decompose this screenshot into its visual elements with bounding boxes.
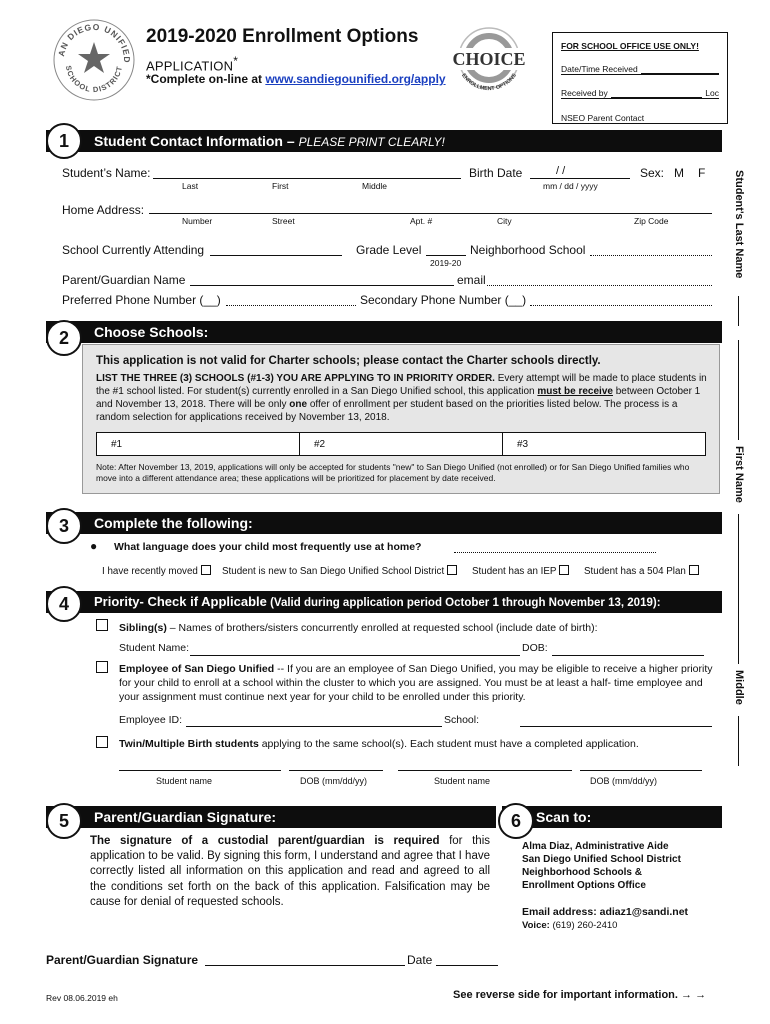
section5-number: 5 [46,803,82,839]
side-label-last-name: Student's Last Name [733,170,745,279]
office-use-box [552,32,728,124]
name-first-caption: First [272,181,289,191]
birth-date-slashes: / / [556,165,566,177]
charter-warning: This application is not valid for Charter schools; please contact the Charter schools directly. [96,355,601,367]
contact-email[interactable]: Email address: adiaz1@sandi.net [522,906,689,918]
district-seal-logo [52,18,136,102]
side-line-3 [738,514,739,664]
secondary-phone-label: Secondary Phone Number (__) [360,293,527,307]
twin-text: Twin/Multiple Birth students applying to the same school(s). Each student must have a completed application. [119,738,639,750]
preferred-phone-field[interactable] [226,305,356,306]
grade-level-field[interactable] [426,255,466,256]
choose-schools-instructions: This application is not valid for Charter schools; please contact the Charter schools directly. LIST THE THREE (3) SCHOOLS (#1-3) YOU ARE APPLYING TO IN PRIORITY ORDER. Every attempt will be made to place students in the #1 school listed. For student(s) currently enrolled in a San Diego Unified school, this application must be receive between October 1 and November 13, 2018. There will be only one offer of enrollment per student based on the priorities listed below. The process is a random selection for applications received by November 13, 2018. [96,355,707,423]
preferred-phone-label: Preferred Phone Number (__) [62,293,221,307]
employee-school-field[interactable] [520,726,712,727]
iep-checkbox[interactable] [559,565,569,575]
revision-note: Rev 08.06.2019 eh [46,993,118,1003]
email-label: email [457,273,486,287]
section6-number: 6 [498,803,534,839]
school-attending-label: School Currently Attending [62,243,205,257]
svg-text:SCHOOL DISTRICT: SCHOOL DISTRICT [63,64,125,95]
birth-date-field[interactable] [530,178,630,179]
plan-504-option[interactable]: Student has a 504 Plan [584,565,699,577]
svg-text:SAN DIEGO UNIFIED: AN DIEGO UNIFIED [56,21,133,64]
apply-link[interactable]: www.sandiegounified.org/apply [265,72,446,86]
language-field[interactable] [454,552,656,553]
iep-option[interactable]: Student has an IEP [472,565,569,577]
school-choice-1[interactable]: #1 [97,433,300,455]
home-address-field[interactable] [149,213,712,214]
sibling-text: Sibling(s) – Names of brothers/sisters concurrently enrolled at requested school (include date of birth): [119,622,598,634]
section2-number: 2 [46,320,82,356]
moved-checkbox[interactable] [201,565,211,575]
signature-statement: The signature of a custodial parent/guardian is required for this application to be valid. By signing this form, I understand and agree that I have correctly listed all information on this application and read and agreed to all the conditions set forth on the back of this application. Falsification may be cause for denial of requested schools. [90,835,490,908]
sibling-student-name-label: Student Name: [119,642,190,654]
section1-number: 1 [46,123,82,159]
grade-year-caption: 2019-20 [430,258,462,268]
neighborhood-school-field[interactable] [590,255,712,256]
school-choices-table [96,432,706,456]
reverse-side-note: See reverse side for important information. → → [453,989,707,1001]
contact-org-1: San Diego Unified School District [522,854,681,865]
twin-dob-2-field[interactable] [580,770,702,771]
svg-text:CHOICE: CHOICE [452,49,526,69]
parent-name-field[interactable] [190,285,454,286]
addr-city-caption: City [497,216,512,226]
twin-dob-1-field[interactable] [289,770,383,771]
side-label-first-name: First Name [733,446,745,503]
new-student-checkbox[interactable] [447,565,457,575]
form-subtitle: APPLICATION* [146,54,239,74]
contact-name: Alma Diaz, Administrative Aide [522,841,669,852]
students-name-label: Student’s Name: [62,166,151,180]
section4-header: Priority- Check if Applicable (Valid during application period October 1 through November 13, 2019): [46,591,722,613]
employee-text: Employee of San Diego Unified -- If you are an employee of San Diego Unified, you may be eligible to receive a higher priority for your child to enroll at a school within the cluster to which you are assigned. You must be at least a half- time employee and your assignment must continue next year for your child to be enrolled under this priority. [119,663,713,704]
sex-label: Sex: [640,166,665,180]
twin-checkbox[interactable] [96,736,108,748]
neighborhood-school-label: Neighborhood School [470,243,586,257]
late-application-note: Note: After November 13, 2019, applications will only be accepted for students "new" to San Diego Unified (not enrolled) or for San Diego Unified families who move into a different attendance area; these applications will be prioritized for placement by date received. [96,462,690,484]
students-name-field[interactable] [153,178,461,179]
birth-date-format: mm / dd / yyyy [543,181,598,191]
section3-header: Complete the following: [46,512,722,534]
employee-school-label: School: [444,714,480,726]
side-line-2 [738,340,739,440]
sibling-dob-field[interactable] [552,655,704,656]
contact-voice: Voice: (619) 260-2410 [522,919,618,931]
language-question: What language does your child most frequently use at home? [114,541,422,553]
date-field[interactable] [436,965,498,966]
signature-label: Parent/Guardian Signature [46,953,199,967]
grade-level-label: Grade Level [356,243,422,257]
office-received-by: Received by Loc [561,83,719,99]
svg-text:ENROLLMENT OPTIONS: ENROLLMENT OPTIONS [460,72,518,93]
home-address-label: Home Address: [62,203,145,217]
name-last-caption: Last [182,181,199,191]
side-line-1 [738,296,739,326]
school-attending-field[interactable] [210,255,342,256]
secondary-phone-field[interactable] [530,305,712,306]
parent-name-label: Parent/Guardian Name [62,273,186,287]
birth-date-label: Birth Date [469,166,523,180]
sex-option-f[interactable]: F [698,166,706,180]
sex-option-m[interactable]: M [674,166,684,180]
school-choice-2[interactable]: #2 [300,433,503,455]
section5-header: Parent/Guardian Signature: [46,806,496,828]
twin-col-dob-2: DOB (mm/dd/yy) [590,776,658,786]
side-line-4 [738,716,739,766]
section2-header: Choose Schools: [46,321,722,343]
moved-option[interactable]: I have recently moved [102,565,211,577]
twin-col-name-2: Student name [434,776,491,786]
sibling-dob-label: DOB: [522,642,548,654]
school-choice-3[interactable]: #3 [517,439,529,450]
sibling-checkbox[interactable] [96,619,108,631]
section1-header: Student Contact Information – PLEASE PRINT CLEARLY! [46,130,722,152]
twin-student-name-1-field[interactable] [119,770,281,771]
online-note: *Complete on-line at www.sandiegounified.org/apply [146,72,446,86]
employee-id-label: Employee ID: [119,714,183,726]
section4-number: 4 [46,586,82,622]
contact-org-2: Neighborhood Schools & [522,867,642,878]
email-field[interactable] [487,285,712,286]
office-received-time: Date/Time Received [561,59,719,75]
bullet-icon: ● [90,539,98,553]
employee-id-field[interactable] [186,726,442,727]
choice-logo [448,18,530,100]
office-heading: FOR SCHOOL OFFICE USE ONLY! [561,41,699,51]
signature-field[interactable] [205,965,405,966]
addr-street-caption: Street [272,216,295,226]
twin-col-dob-1: DOB (mm/dd/yy) [300,776,368,786]
sibling-student-name-field[interactable] [190,655,520,656]
scan-to-contact [522,840,742,932]
addr-number-caption: Number [182,216,213,226]
side-label-middle: Middle [733,670,745,705]
office-nseo: NSEO Parent Contact [561,113,645,123]
section3-number: 3 [46,508,82,544]
name-middle-caption: Middle [362,181,388,191]
section6-header: Scan to: [502,806,722,828]
addr-zip-caption: Zip Code [634,216,669,226]
employee-checkbox[interactable] [96,661,108,673]
twin-col-name-1: Student name [156,776,213,786]
contact-org-3: Enrollment Options Office [522,880,646,891]
form-title: 2019-2020 Enrollment Options [146,26,419,47]
date-label: Date [407,953,433,967]
twin-student-name-2-field[interactable] [398,770,572,771]
addr-apt-caption: Apt. # [410,216,433,226]
new-student-option[interactable]: Student is new to San Diego Unified School District [222,565,457,577]
plan-504-checkbox[interactable] [689,565,699,575]
